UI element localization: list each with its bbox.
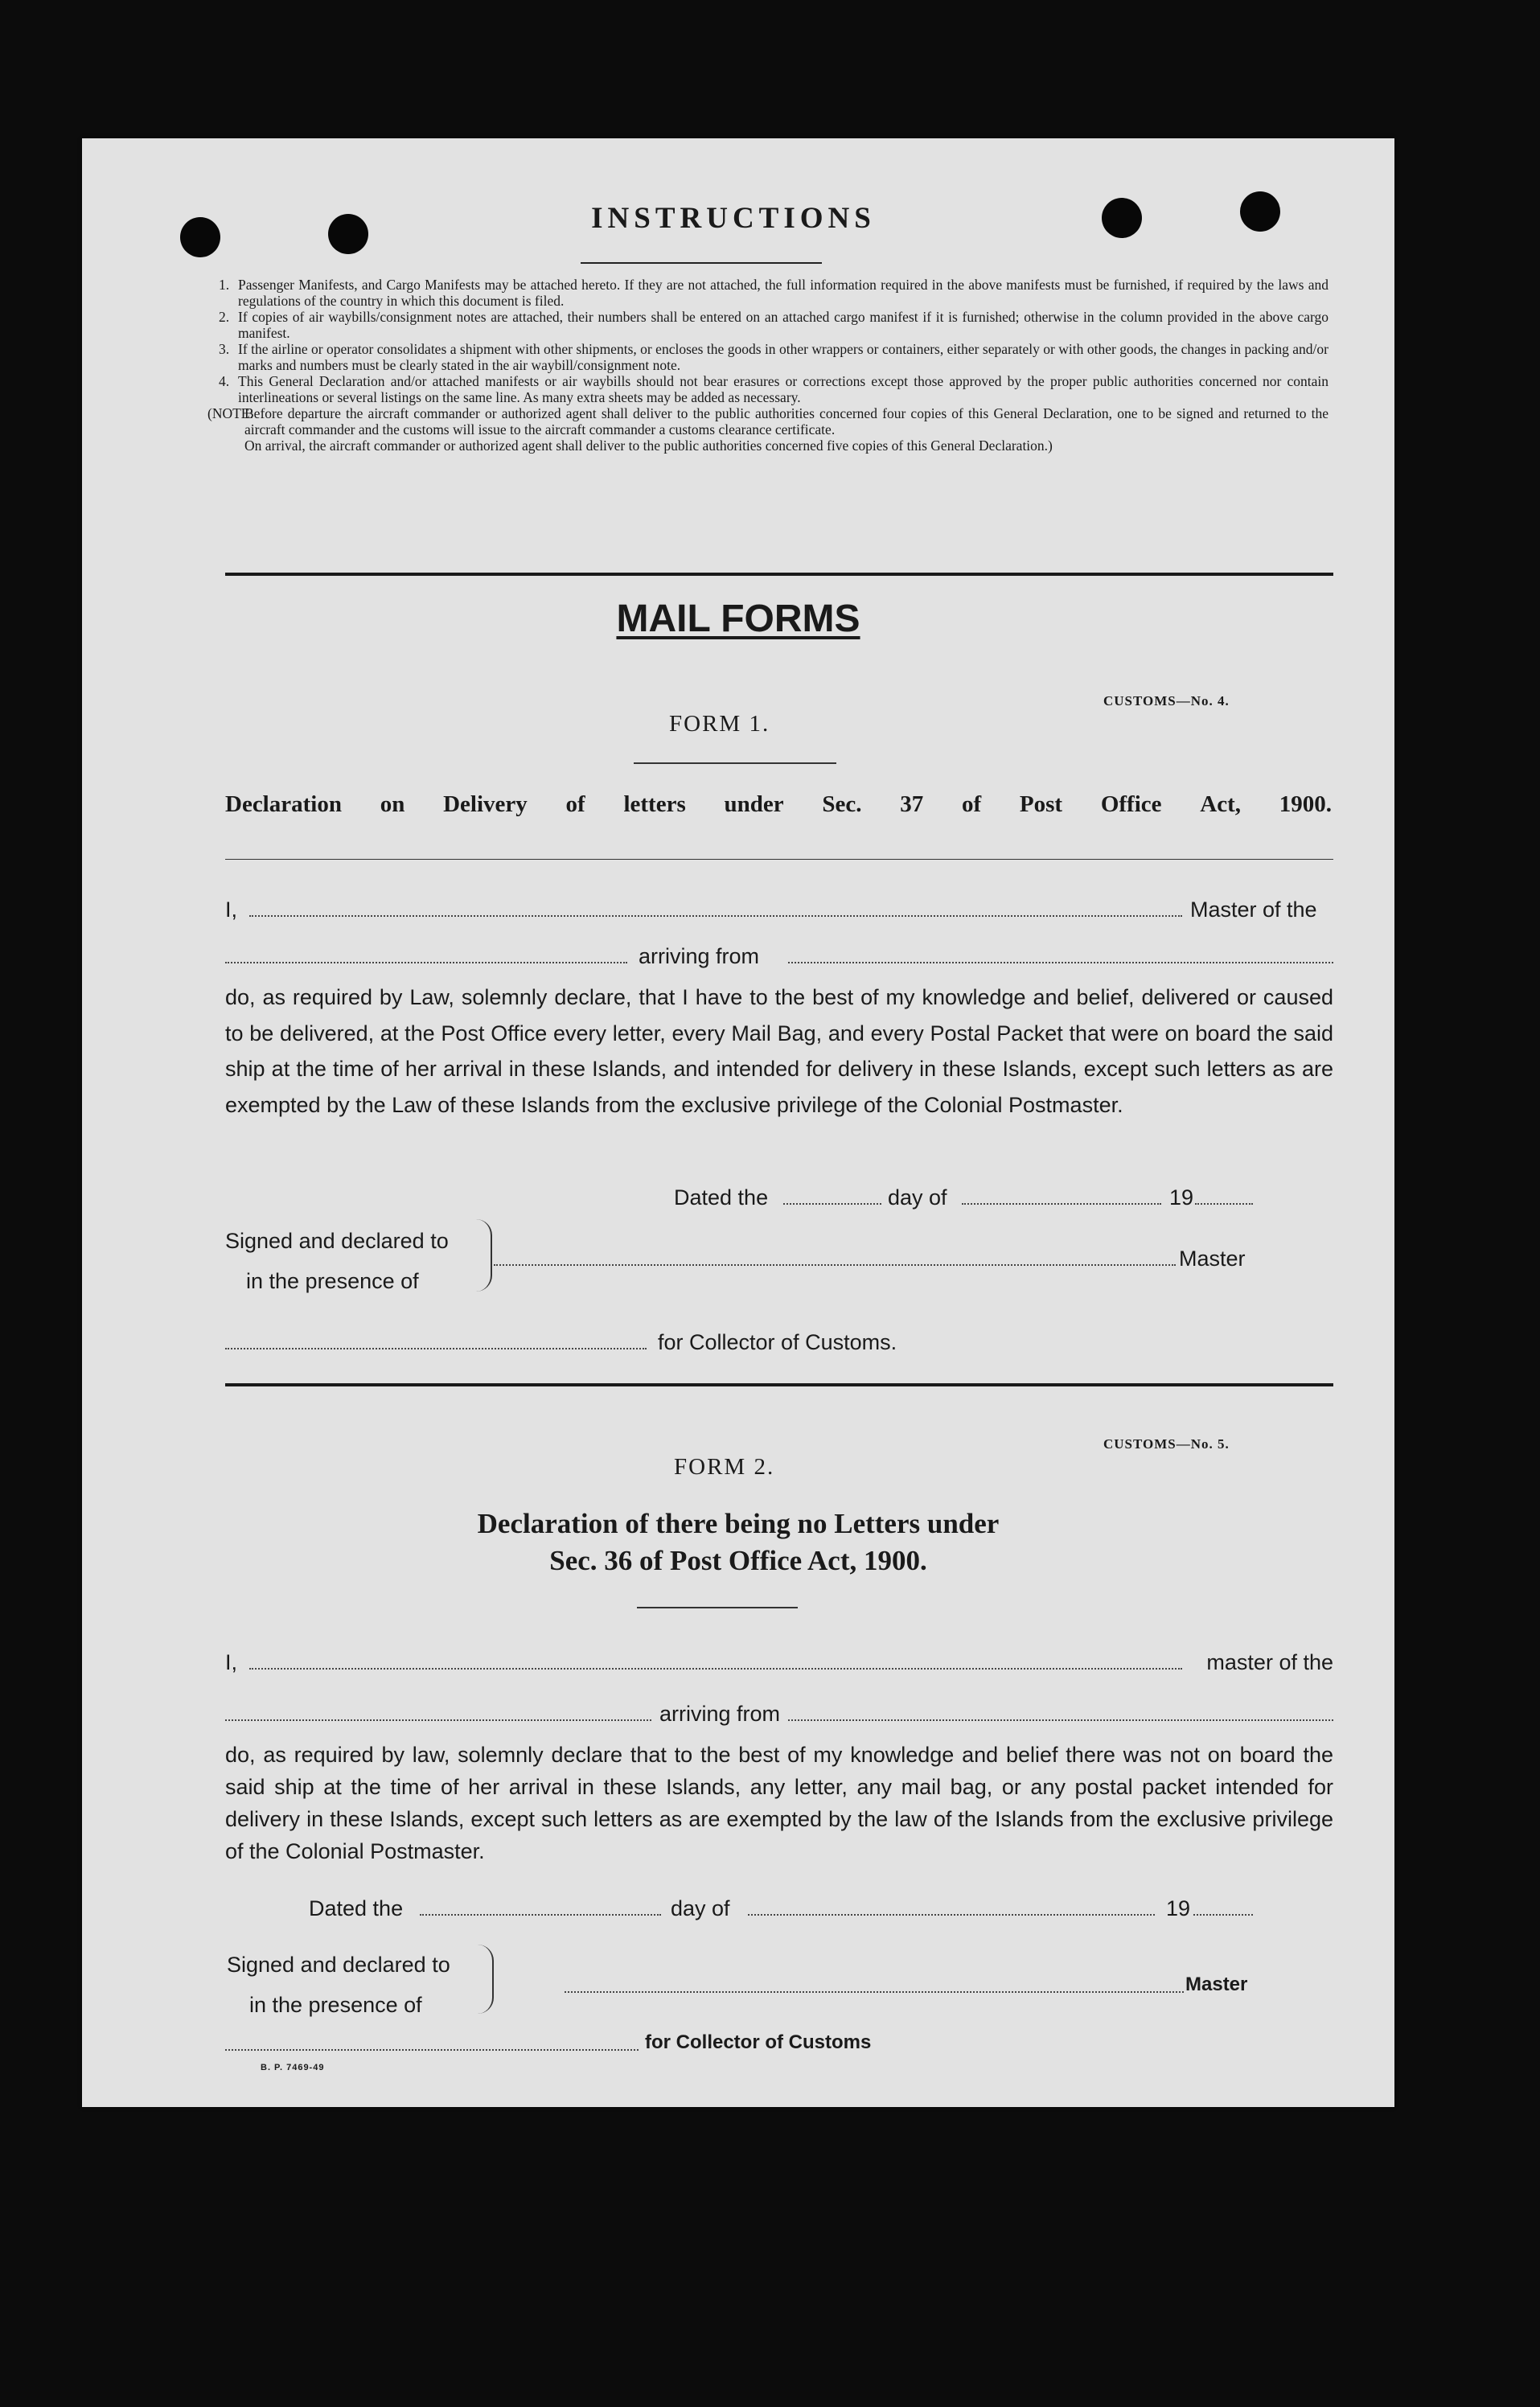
document-sheet <box>82 138 1394 2107</box>
instruction-text: This General Declaration and/or attached manifests or air waybills should not bear erasures or corrections except those approved by the proper public authorities concerned nor contain interlineations or several listings on the same line. As many extra sheets may be added as necessary. <box>238 373 1329 405</box>
form2-title-rule <box>637 1607 798 1608</box>
print-code: B. P. 7469-49 <box>261 2063 325 2072</box>
instruction-number: 2. <box>219 309 230 325</box>
instruction-number: 3. <box>219 341 230 357</box>
form1-title-word: 37 <box>900 791 924 817</box>
form2-collector-label: for Collector of Customs <box>645 2031 872 2053</box>
form1-year-field[interactable] <box>1195 1203 1253 1205</box>
form2-heading: FORM 2. <box>674 1454 775 1480</box>
form1-dated-the: Dated the <box>674 1185 769 1210</box>
form1-brace-icon <box>473 1219 492 1292</box>
form1-origin-field[interactable] <box>788 962 1333 963</box>
form1-collector-signature-field[interactable] <box>225 1348 647 1349</box>
form2-dated-the: Dated the <box>309 1896 404 1920</box>
form2-ship-name-field[interactable] <box>225 1719 651 1721</box>
instructions-title: INSTRUCTIONS <box>591 202 876 235</box>
form2-master-name-field[interactable] <box>249 1668 1182 1670</box>
instruction-text: If the airline or operator consolidates a shipment with other shipments, or encloses the goods in other wrappers or containers, either separately or with other goods, the changes in packing and/or marks and numbers must be clearly stated in the air waybill/consignment note. <box>238 341 1329 373</box>
form1-title-word: letters <box>623 791 686 817</box>
form1-in-presence: in the presence of <box>246 1269 419 1293</box>
form1-title-word: Act, <box>1200 791 1241 817</box>
form2-body-text: do, as required by law, solemnly declare that to the best of my knowledge and belief there was not on board the said ship at the time of her arrival in these Islands, any letter, any mail bag, or any postal packet intended for delivery in these Islands, except such letters as are exempted by the law of the Islands from the exclusive privilege of the Colonial Postmaster. <box>225 1743 1333 1863</box>
form-divider <box>225 1383 1333 1386</box>
form2-signature-field[interactable] <box>565 1991 1184 1993</box>
instruction-item <box>219 341 1329 373</box>
form2-day-field[interactable] <box>420 1914 661 1916</box>
form1-master-of-the: Master of the <box>1190 897 1317 922</box>
punch-hole-right-1 <box>1102 198 1142 238</box>
form2-title-line2: Sec. 36 of Post Office Act, 1900. <box>549 1545 927 1576</box>
form2-arriving-from: arriving from <box>659 1702 781 1726</box>
form1-declaration-title <box>225 791 1332 818</box>
section-divider <box>225 573 1333 576</box>
form1-i-label: I, <box>225 897 238 922</box>
form1-signed-declared: Signed and declared to <box>225 1229 449 1253</box>
form1-title-word: Declaration <box>225 791 342 817</box>
form1-title-word: of <box>962 791 982 817</box>
form2-master-label: Master <box>1185 1974 1248 1995</box>
form1-day-field[interactable] <box>783 1203 881 1205</box>
form2-i-label: I, <box>225 1650 238 1674</box>
form1-collector-label: for Collector of Customs. <box>658 1330 897 1354</box>
form1-month-field[interactable] <box>962 1203 1161 1205</box>
form1-title-rule <box>225 859 1333 860</box>
instruction-text: Passenger Manifests, and Cargo Manifests may be attached hereto. If they are not attached, the full information required in the above manifests must be furnished, if required by the laws and regulations of the country in which this document is filed. <box>238 277 1329 309</box>
instruction-number: 1. <box>219 277 230 293</box>
form1-title-word: Office <box>1100 791 1162 817</box>
instruction-item <box>219 309 1329 341</box>
form2-day-of: day of <box>671 1896 730 1920</box>
instruction-text: If copies of air waybills/consignment notes are attached, their numbers shall be entered on an attached cargo manifest if it is furnished; otherwise in the column provided in the above cargo manifest. <box>238 309 1329 341</box>
form1-title-word: under <box>724 791 784 817</box>
form2-collector-signature-field[interactable] <box>225 2049 639 2051</box>
form2-master-of-the: master of the <box>1206 1650 1333 1674</box>
form1-arriving-from: arriving from <box>639 944 760 968</box>
form1-body-text: do, as required by Law, solemnly declare, that I have to the best of my knowledge and belief, delivered or caused to be delivered, at the Post Office every letter, every Mail Bag, and every Postal Packet that were on board the said ship at the time of her arrival in these Islands, and intended for delivery in these Islands, except such letters as are exempted by the Law of these Islands from the exclusive privilege of the Colonial Postmaster. <box>225 985 1333 1117</box>
form2-in-presence: in the presence of <box>249 1993 422 2017</box>
form2-title-line1: Declaration of there being no Letters under <box>477 1508 1000 1539</box>
form1-title-word: on <box>380 791 405 817</box>
form1-title-word: Delivery <box>443 791 528 817</box>
form1-customs-number: CUSTOMS—No. 4. <box>1103 693 1230 709</box>
form1-year-prefix: 19 <box>1169 1185 1194 1210</box>
form1-heading-rule <box>634 762 836 764</box>
form2-year-prefix: 19 <box>1166 1896 1191 1920</box>
form1-day-of: day of <box>888 1185 947 1210</box>
form1-master-name-field[interactable] <box>249 915 1182 917</box>
note-text-arrival: On arrival, the aircraft commander or authorized agent shall deliver to the public authorities concerned five copies of this General Declaration.) <box>244 437 1053 454</box>
note-text-departure: Before departure the aircraft commander or authorized agent shall deliver to the public authorities concerned four copies of this General Declaration, one to be signed and returned to the aircraft commander and the customs will issue to the aircraft commander a customs clearance certificate. <box>244 405 1329 437</box>
instruction-note-2 <box>244 437 1329 454</box>
instruction-item <box>219 373 1329 405</box>
form1-title-word: Sec. <box>822 791 862 817</box>
form2-origin-field[interactable] <box>788 1719 1333 1721</box>
form1-title-word: of <box>565 791 585 817</box>
instruction-item <box>219 277 1329 309</box>
form1-heading: FORM 1. <box>669 711 770 737</box>
instruction-number: 4. <box>219 373 230 389</box>
instructions-list <box>207 277 1329 454</box>
punch-hole-left-2 <box>328 214 368 254</box>
form2-declaration-title <box>82 1505 1394 1579</box>
punch-hole-right-2 <box>1240 191 1280 232</box>
form1-ship-name-field[interactable] <box>225 962 627 963</box>
instruction-note <box>207 405 1329 437</box>
mail-forms-title: MAIL FORMS <box>616 598 860 640</box>
form1-signature-field[interactable] <box>494 1264 1176 1266</box>
form1-title-word: 1900. <box>1279 791 1332 817</box>
note-label: (NOTE: <box>207 405 254 421</box>
form2-month-field[interactable] <box>748 1914 1155 1916</box>
form2-customs-number: CUSTOMS—No. 5. <box>1103 1436 1230 1452</box>
punch-hole-left-1 <box>180 217 220 257</box>
instructions-title-rule <box>581 262 822 264</box>
form2-year-field[interactable] <box>1193 1914 1253 1916</box>
form1-master-label: Master <box>1179 1247 1246 1271</box>
form2-signed-declared: Signed and declared to <box>227 1953 450 1977</box>
form1-title-word: Post <box>1019 791 1063 817</box>
form2-brace-icon <box>474 1945 494 2014</box>
